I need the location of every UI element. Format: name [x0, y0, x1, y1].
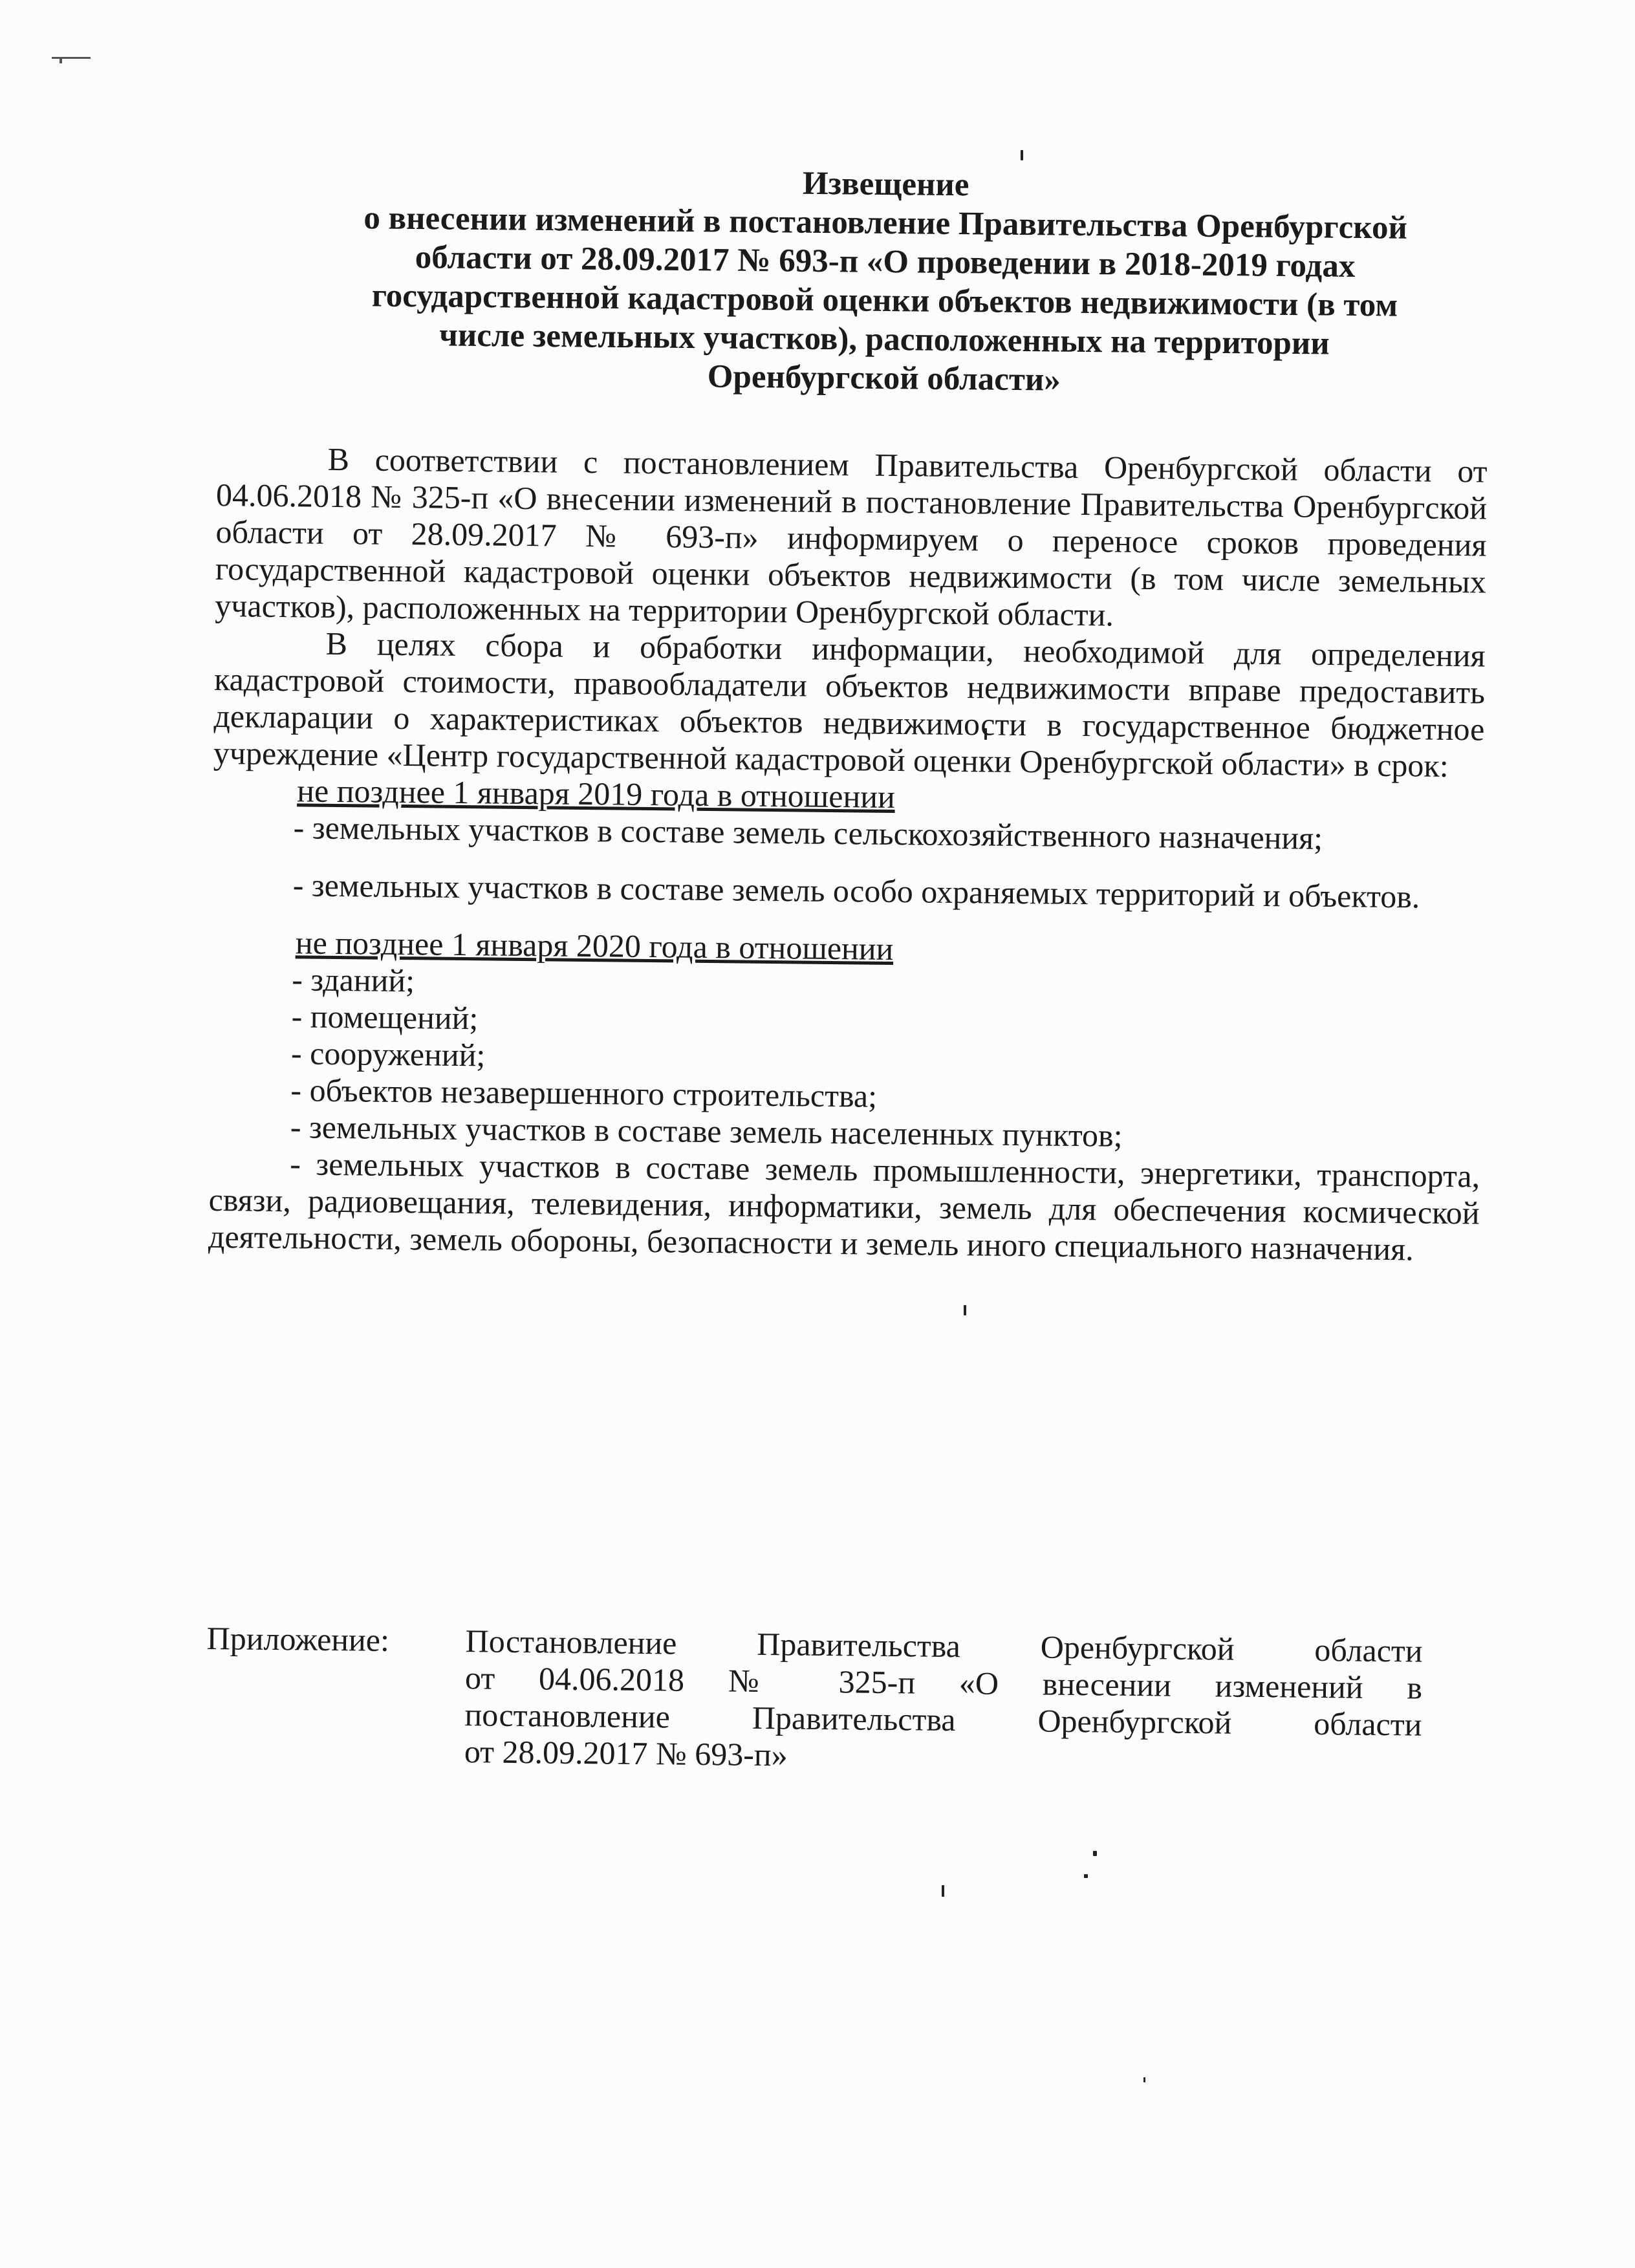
scan-speck [1143, 2077, 1145, 2082]
list-item: - земельных участков в составе земель промышленности, энергетики, транспорта, связи, радиовещания, телевидения, информатики, земель для обеспечения космической деятельности, земель обороны, безопасности и земель иного специального назначения. [208, 1145, 1480, 1268]
paragraph-notice: В соответствии с постановлением Правительства Оренбургской области от 04.06.2018 № 325-п «О внесении изменений в постановление Правительства Оренбургской области от 28.09.2017 № 693-п» информируем о переносе сроков проведения государственной кадастровой оценки объектов недвижимости (в том числе земельных участков), расположенных на территории Оренбургской области. [215, 440, 1488, 633]
title-line: Оренбургской области» [707, 358, 1061, 398]
title-line: государственной кадастровой оценки объектов недвижимости (в том [371, 277, 1398, 324]
annex-line: Постановление Правительства Оренбургской области [465, 1623, 1423, 1669]
title-line: о внесении изменений в постановление Правительства Оренбургской [363, 200, 1408, 246]
title-line: числе земельных участков), расположенных на территории [439, 317, 1330, 362]
deadline-2020-heading: не позднее 1 января 2020 года в отношении [295, 924, 894, 967]
scan-speck [964, 1305, 966, 1315]
title-line: Извещение [802, 165, 969, 204]
document-title [283, 159, 1488, 404]
list-item: - помещений; [291, 998, 479, 1037]
scan-speck [1084, 1874, 1088, 1878]
scan-speck [1093, 1851, 1097, 1856]
list-item: - объектов незавершенного строительства; [290, 1072, 878, 1114]
scan-speck [1021, 150, 1023, 160]
annex-line: постановление Правительства Оренбургской области [464, 1696, 1422, 1743]
annex-line: от 04.06.2018 № 325-п «О внесении изменений в [464, 1659, 1423, 1706]
scan-speck [942, 1885, 944, 1897]
document-body [208, 440, 1488, 1269]
annex-label: Приложение: [206, 1620, 390, 1658]
list-item: - сооружений; [290, 1035, 486, 1074]
paragraph-declarations: В целях сбора и обработки информации, необходимой для определения кадастровой стоимости, правообладатели объектов недвижимости вправе предоставить декларации о характеристиках объектов недвижимости в государственное бюджетное учреждение «Центр государственной кадастровой оценки Оренбургской области» в срок: [213, 625, 1486, 784]
annex-line: от 28.09.2017 № 693-п» [464, 1733, 788, 1773]
deadline-2019-heading: не позднее 1 января 2019 года в отношении [297, 772, 896, 815]
list-item: - зданий; [291, 961, 415, 999]
scan-mark [60, 57, 62, 63]
annex-section [206, 1620, 1436, 1773]
list-item: - земельных участков в составе земель населенных пунктов; [290, 1108, 1123, 1154]
annex-text [464, 1623, 1423, 1780]
scan-mark [52, 57, 91, 59]
title-line: области от 28.09.2017 № 693-п «О проведении в 2018-2019 годах [415, 239, 1356, 285]
list-item: - земельных участков в составе земель сельскохозяйственного назначения; [293, 809, 1323, 856]
list-item: - земельных участков в составе земель особо охраняемых территорий и объектов. [292, 867, 1420, 915]
